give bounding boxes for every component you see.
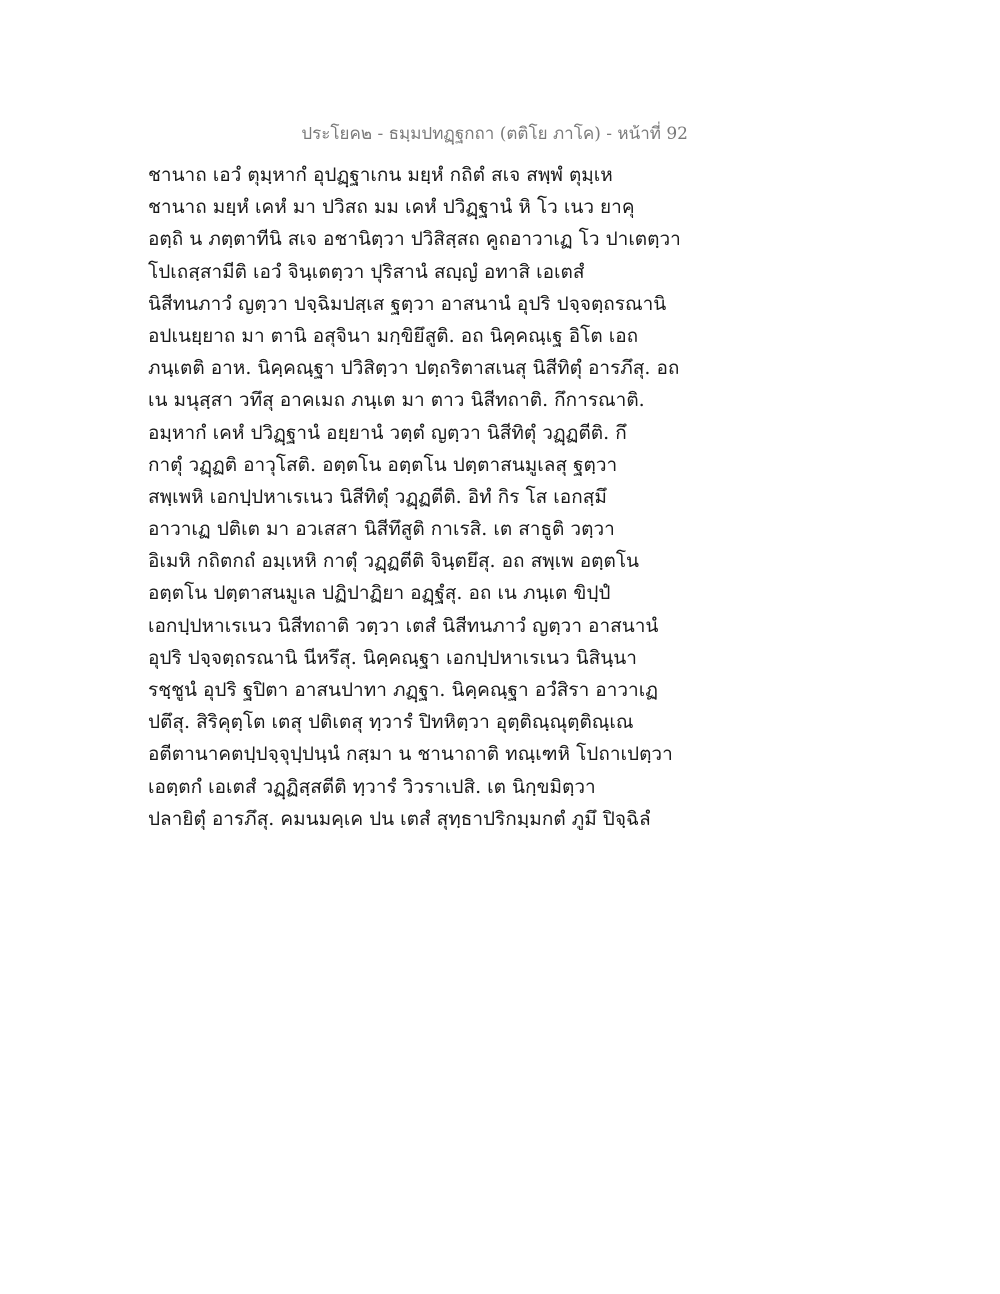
text-line: ปตึสุ. สิริคุตฺโต เตสุ ปติเตสุ ทฺวารํ ปิทหิตฺวา อุตฺติณฺณุตฺติณฺเณ [148, 711, 634, 734]
body-text [148, 159, 708, 835]
text-line: อุปริ ปจฺจตฺถรณานิ นีหรึสุ. นิคฺคณฺฐา เอกปฺปหาเรเนว นิสินฺนา [148, 646, 637, 669]
text-line: อปเนยฺยาถ มา ตานิ อสุจินา มกฺขิยึสูติ. อถ นิคฺคณฺเฐ อิโต เอถ [148, 324, 639, 347]
text-line: รชฺชูนํ อุปริ ฐปิตา อาสนปาทา ภฏฺฐา. นิคฺคณฺฐา อวํสิรา อาวาเฏ [148, 679, 658, 701]
text-line: กาตุํ วฏฺฏติ อาวุโสติ. อตฺตโน อตฺตโน ปตฺตาสนมูเลสุ ฐตฺวา [148, 453, 618, 476]
text-line: เน มนุสฺสา วทึสุ อาคเมถ ภนฺเต มา ตาว นิสีทถาติ. กึการณาติ. [148, 389, 645, 412]
text-line: โปเถสฺสามีติ เอวํ จินฺเตตฺวา ปุริสานํ สญฺญํ อทาสิ เอเตสํ [148, 260, 585, 283]
text-line: อาวาเฏ ปติเต มา อวเสสา นิสีทึสูติ กาเรสิ. เต สาธูติ วตฺวา [148, 518, 615, 541]
text-line: เอกปฺปหาเรเนว นิสีทถาติ วตฺวา เตสํ นิสีทนภาวํ ญตฺวา อาสนานํ [148, 614, 659, 637]
text-line: ชานาถ เอวํ ตุมฺหากํ อุปฏฺฐาเกน มยฺหํ กถิตํ สเจ สพฺพํ ตุมฺเห [148, 164, 613, 186]
running-header: ประโยค๒ - ธมฺมปทฏฺฐกถา (ตติโย ภาโค) - หน้าที่ 92 [301, 124, 688, 144]
text-line: อิเมหิ กถิตกถํ อมฺเหหิ กาตุํ วฏฺฏตีติ จินฺตยึสุ. อถ สพฺเพ อตฺตโน [148, 550, 640, 573]
text-line: อตฺตโน ปตฺตาสนมูเล ปฏิปาฏิยา อฏฺฐํสุ. อถ เน ภนฺเต ขิปฺปํ [148, 582, 611, 605]
text-line: ภนฺเตติ อาห. นิคฺคณฺฐา ปวิสิตฺวา ปตฺถริตาสเนสุ นิสีทิตุํ อารภึสุ. อถ [148, 357, 680, 380]
text-line: อตฺถิ น ภตฺตาทีนิ สเจ อชานิตฺวา ปวิสิสฺสถ คูถอาวาเฏ โว ปาเตตฺวา [148, 228, 681, 251]
text-line: สพฺเพหิ เอกปฺปหาเรเนว นิสีทิตุํ วฏฺฏตีติ. อิทํ กิร โส เอกสฺมึ [148, 485, 607, 508]
text-line: ชานาถ มยฺหํ เคหํ มา ปวิสถ มม เคหํ ปวิฏฺฐานํ หิ โว เนว ยาคุ [148, 196, 635, 219]
text-line: ปลายิตุํ อารภึสุ. คมนมคฺเค ปน เตสํ สุทฺธาปริกมฺมกตํ ภูมึ ปิจฺฉิลํ [148, 807, 651, 830]
text-line: อมฺหากํ เคหํ ปวิฏฺฐานํ อยฺยานํ วตฺตํ ญตฺวา นิสีทิตุํ วฏฺฏตีติ. กึ [148, 421, 627, 444]
text-line: อตีตานาคตปฺปจฺจุปฺปนฺนํ กสฺมา น ชานาถาติ ทณฺเฑหิ โปถาเปตฺวา [148, 743, 673, 766]
text-line: นิสีทนภาวํ ญตฺวา ปจฺฉิมปสฺเส ฐตฺวา อาสนานํ อุปริ ปจฺจตฺถรณานิ [148, 292, 667, 315]
text-line: เอตฺตกํ เอเตสํ วฏฺฏิสฺสตีติ ทฺวารํ วิวราเปสิ. เต นิกฺขมิตฺวา [148, 775, 596, 798]
